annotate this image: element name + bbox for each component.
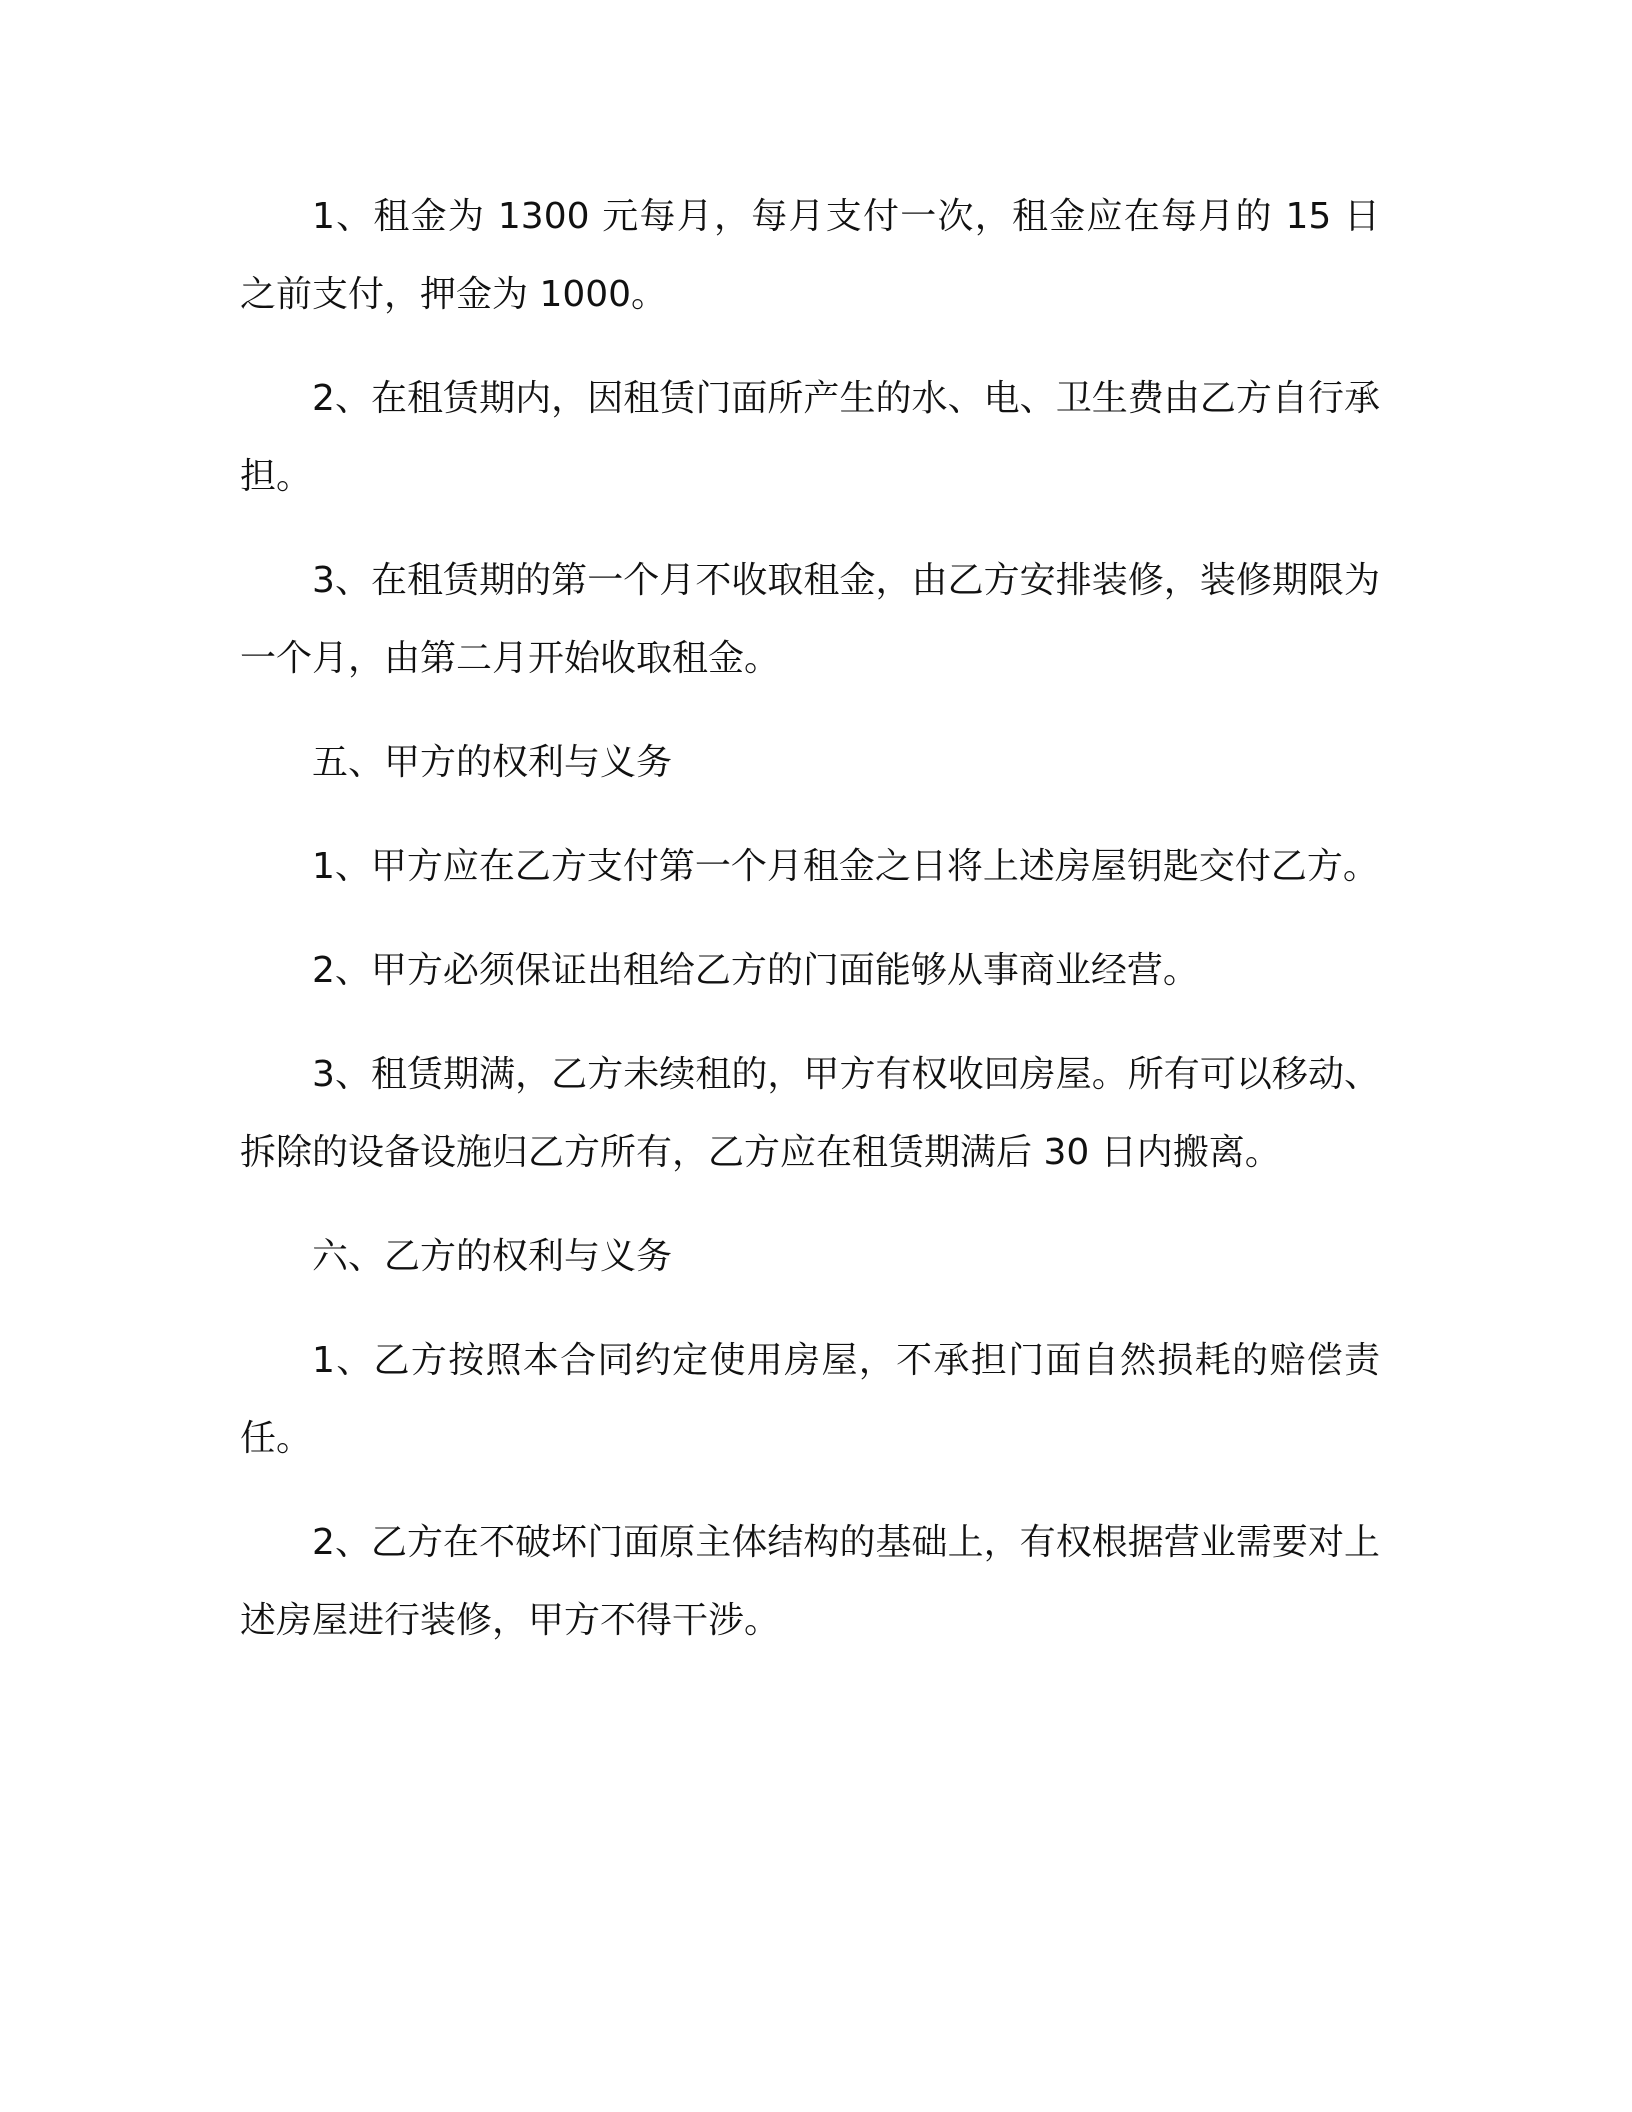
section-heading-party-b: 六、乙方的权利与义务: [312, 1236, 673, 1277]
party-a-clause-1: 1、甲方应在乙方支付第一个月租金之日将上述房屋钥匙交付乙方。: [312, 846, 1379, 887]
rent-clause-1: 1、租金为 1300 元每月，每月支付一次，租金应在每月的 15 日之前支付，押金为 1000。: [240, 196, 1380, 315]
document-body: [240, 178, 1380, 1686]
party-b-clause-2: 2、乙方在不破坏门面原主体结构的基础上，有权根据营业需要对上述房屋进行装修，甲方不得干涉。: [240, 1522, 1380, 1641]
party-a-clause-3: 3、租赁期满，乙方未续租的，甲方有权收回房屋。所有可以移动、拆除的设备设施归乙方所有，乙方应在租赁期满后 30 日内搬离。: [240, 1054, 1380, 1173]
rent-clause-2: 2、在租赁期内，因租赁门面所产生的水、电、卫生费由乙方自行承担。: [240, 378, 1380, 497]
section-heading-party-a: 五、甲方的权利与义务: [312, 742, 673, 783]
party-b-clause-1: 1、乙方按照本合同约定使用房屋，不承担门面自然损耗的赔偿责任。: [240, 1340, 1380, 1459]
party-a-clause-2: 2、甲方必须保证出租给乙方的门面能够从事商业经营。: [312, 950, 1199, 991]
rent-clause-3: 3、在租赁期的第一个月不收取租金，由乙方安排装修，装修期限为一个月，由第二月开始收取租金。: [240, 560, 1380, 679]
